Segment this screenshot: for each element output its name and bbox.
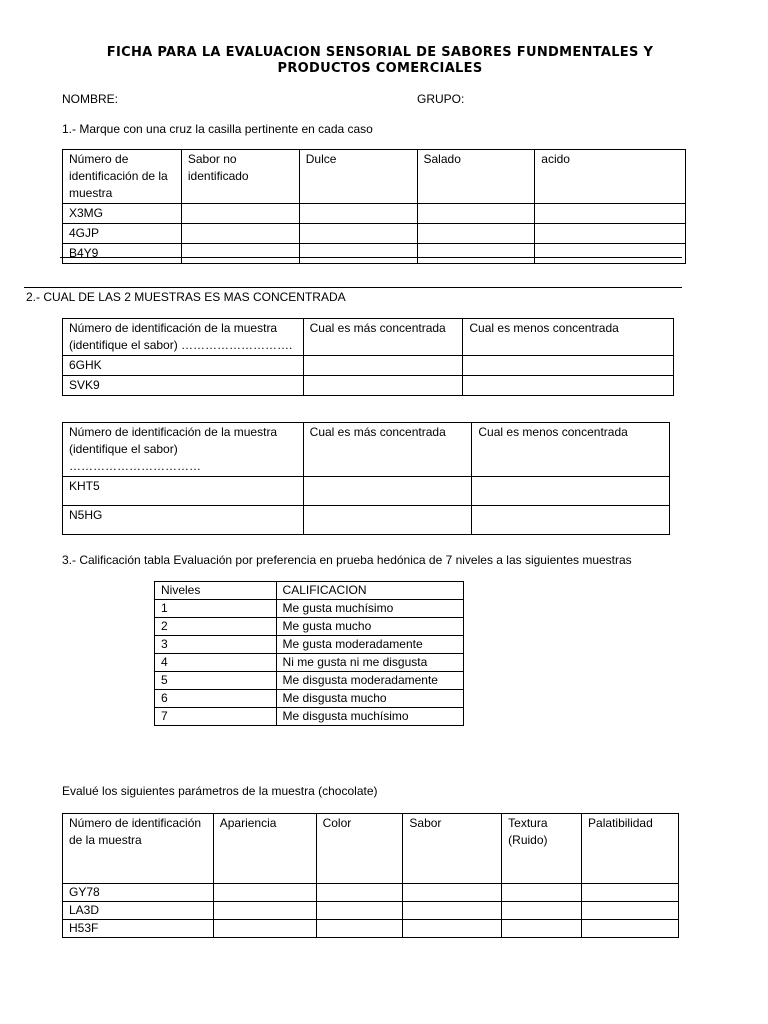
level-number: 7 [155, 708, 277, 726]
table-row [155, 618, 464, 636]
level-label: Me gusta muchísimo [276, 600, 463, 618]
score-cell[interactable] [403, 884, 502, 902]
title-line-2: PRODUCTOS COMERCIALES [277, 61, 483, 76]
appearance-header: Apariencia [213, 814, 316, 884]
section1-instruction: 1.- Marque con una cruz la casilla pertinente en cada caso [62, 122, 373, 136]
flavor-table-header [63, 150, 686, 204]
sample-code: SVK9 [63, 376, 304, 396]
score-cell[interactable] [316, 884, 403, 902]
sample-header-line-2: (identifique el sabor) ………………………. [69, 338, 293, 352]
level-number: 1 [155, 600, 277, 618]
level-label: Me disgusta mucho [276, 690, 463, 708]
checkbox-cell[interactable] [299, 224, 417, 244]
answer-cell[interactable] [463, 356, 674, 376]
score-cell[interactable] [403, 920, 502, 938]
palatability-header: Palatibilidad [582, 814, 679, 884]
hedonic-header [155, 582, 464, 600]
table-row [63, 477, 670, 506]
sample-code: LA3D [63, 902, 214, 920]
table-row [63, 356, 674, 376]
color-header: Color [316, 814, 403, 884]
concentration-table-1 [62, 318, 674, 396]
levels-header: Niveles [155, 582, 277, 600]
checkbox-cell[interactable] [417, 204, 535, 224]
concentration-header [63, 319, 674, 356]
answer-cell[interactable] [303, 356, 463, 376]
table-row [155, 672, 464, 690]
sample-header [63, 423, 304, 477]
sample-code: H53F [63, 920, 214, 938]
score-cell[interactable] [403, 902, 502, 920]
table-row [155, 690, 464, 708]
table-row [63, 902, 679, 920]
table-row [155, 654, 464, 672]
sample-code: B4Y9 [63, 244, 182, 264]
parameters-header [63, 814, 679, 884]
answer-cell[interactable] [303, 477, 472, 506]
flavor-header: Sabor [403, 814, 502, 884]
sample-code: GY78 [63, 884, 214, 902]
flavor-header-salty: Salado [417, 150, 535, 204]
title-line-1: FICHA PARA LA EVALUACION SENSORIAL DE SABORES FUNDMENTALES Y [106, 45, 654, 60]
divider [24, 287, 682, 288]
checkbox-cell[interactable] [535, 224, 686, 244]
concentration-table-2 [62, 422, 670, 535]
less-concentrated-header: Cual es menos concentrada [472, 423, 670, 477]
score-cell[interactable] [582, 884, 679, 902]
score-cell[interactable] [316, 902, 403, 920]
flavor-header-unidentified: Sabor no identificado [181, 150, 299, 204]
sample-code: N5HG [63, 506, 304, 535]
score-cell[interactable] [316, 920, 403, 938]
score-cell[interactable] [502, 884, 582, 902]
score-cell[interactable] [502, 902, 582, 920]
flavor-header-acid: acido [535, 150, 686, 204]
level-label: Me disgusta muchísimo [276, 708, 463, 726]
flavor-header-sample: Número de identificación de la muestra [63, 150, 182, 204]
checkbox-cell[interactable] [417, 244, 535, 264]
section3-instruction: 3.- Calificación tabla Evaluación por preferencia en prueba hedónica de 7 niveles a las siguientes muestras [62, 553, 632, 567]
table-row [155, 636, 464, 654]
checkbox-cell[interactable] [535, 204, 686, 224]
section2-heading: 2.- CUAL DE LAS 2 MUESTRAS ES MAS CONCENTRADA [26, 290, 346, 304]
level-number: 2 [155, 618, 277, 636]
table-row [63, 376, 674, 396]
checkbox-cell[interactable] [299, 204, 417, 224]
level-number: 4 [155, 654, 277, 672]
answer-cell[interactable] [472, 477, 670, 506]
level-label: Me gusta moderadamente [276, 636, 463, 654]
sample-header-line-2: (identifique el sabor) …………………………… [69, 442, 201, 473]
score-cell[interactable] [582, 902, 679, 920]
score-cell[interactable] [213, 902, 316, 920]
checkbox-cell[interactable] [417, 224, 535, 244]
table-row [63, 884, 679, 902]
level-label: Me disgusta moderadamente [276, 672, 463, 690]
rating-header: CALIFICACION [276, 582, 463, 600]
grupo-label: GRUPO: [417, 92, 465, 106]
sample-header-line-1: Número de identificación de la muestra [69, 425, 278, 439]
chocolate-parameters-table [62, 813, 679, 938]
checkbox-cell[interactable] [299, 244, 417, 264]
score-cell[interactable] [502, 920, 582, 938]
answer-cell[interactable] [303, 506, 472, 535]
hedonic-scale-table [154, 581, 464, 726]
checkbox-cell[interactable] [181, 204, 299, 224]
nombre-label: NOMBRE: [62, 92, 119, 106]
sample-header-line-1: Número de identificación de la muestra [69, 321, 278, 335]
level-number: 3 [155, 636, 277, 654]
texture-header: Textura (Ruido) [502, 814, 582, 884]
section4-instruction: Evalué los siguientes parámetros de la muestra (chocolate) [62, 784, 378, 798]
table-row [63, 920, 679, 938]
level-label: Me gusta mucho [276, 618, 463, 636]
table-row [63, 506, 670, 535]
flavor-header-sweet: Dulce [299, 150, 417, 204]
table-row [63, 204, 686, 224]
answer-cell[interactable] [472, 506, 670, 535]
checkbox-cell[interactable] [181, 244, 299, 264]
level-number: 5 [155, 672, 277, 690]
answer-cell[interactable] [463, 376, 674, 396]
level-number: 6 [155, 690, 277, 708]
table-row [63, 224, 686, 244]
score-cell[interactable] [582, 920, 679, 938]
score-cell[interactable] [213, 884, 316, 902]
more-concentrated-header: Cual es más concentrada [303, 423, 472, 477]
sample-code: 6GHK [63, 356, 304, 376]
level-label: Ni me gusta ni me disgusta [276, 654, 463, 672]
less-concentrated-header: Cual es menos concentrada [463, 319, 674, 356]
more-concentrated-header: Cual es más concentrada [303, 319, 463, 356]
checkbox-cell[interactable] [535, 244, 686, 264]
sample-header: Número de identificación de la muestra [63, 814, 214, 884]
score-cell[interactable] [213, 920, 316, 938]
table-row [63, 244, 686, 264]
form-title [60, 45, 700, 77]
sample-code: 4GJP [63, 224, 182, 244]
divider [60, 257, 682, 258]
checkbox-cell[interactable] [181, 224, 299, 244]
sample-header [63, 319, 304, 356]
sample-code: X3MG [63, 204, 182, 224]
answer-cell[interactable] [303, 376, 463, 396]
table-row [155, 708, 464, 726]
flavor-table [62, 149, 686, 264]
concentration-header [63, 423, 670, 477]
table-row [155, 600, 464, 618]
sample-code: KHT5 [63, 477, 304, 506]
